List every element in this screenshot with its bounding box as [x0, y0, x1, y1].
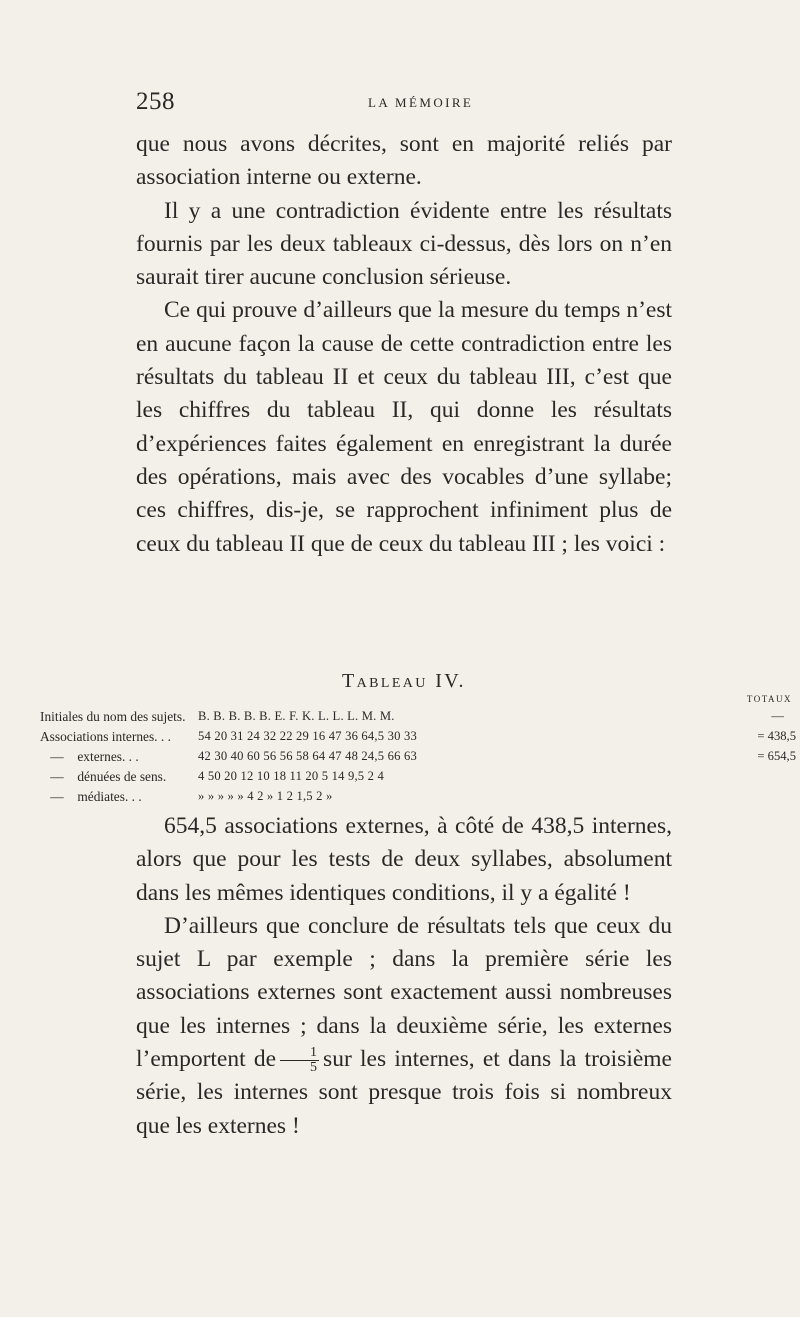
row-label: Associations internes. . .	[40, 729, 171, 744]
row-values: B. B. B. B. B. E. F. K. L. L. L. M. M.	[198, 709, 395, 723]
row-label-group	[40, 789, 142, 805]
text-after-table	[136, 810, 672, 1143]
page-number: 258	[136, 88, 175, 115]
table-row	[40, 789, 796, 809]
row-label: dénuées de sens.	[77, 769, 167, 784]
row-total: —	[771, 709, 784, 723]
paragraph: Il y a une contradiction évidente entre les résultats fournis par les deux tableaux ci-dessus, dès lors on n’en saurait tirer aucune conclusion sérieuse.	[136, 197, 672, 291]
paragraph-part: D’ailleurs que conclure de résultats tels que ceux du sujet L par exemple ; dans la première série les associations externes sont exactement aussi nombreuses que les internes ; dans la deuxième série, les externes l’emportent de	[136, 912, 672, 1073]
ditto-dash: —	[50, 749, 64, 764]
fraction	[280, 1046, 319, 1075]
row-values: » » » » » 4 2 » 1 2 1,5 2 »	[198, 789, 333, 803]
paragraph	[136, 910, 672, 1143]
row-total: = 654,5	[757, 749, 796, 763]
row-values: 42 30 40 60 56 56 58 64 47 48 24,5 66 63	[198, 749, 417, 763]
paragraph: 654,5 associations externes, à côté de 438,5 internes, alors que pour les tests de deux syllabes, absolument dans les mêmes identiques conditions, il y a égalité !	[136, 813, 672, 906]
paragraph-part: sur les internes, et dans la troisième série, les internes sont presque trois fois si nombreux que les externes !	[136, 1046, 672, 1139]
totals-header: TOTAUX	[746, 694, 792, 704]
table-row	[40, 749, 796, 769]
fraction-denominator: 5	[310, 1060, 318, 1076]
paragraph: Ce qui prouve d’ailleurs que la mesure du temps n’est en aucune façon la cause de cette contradiction entre les résultats du tableau II et ceux du tableau III, c’est que les chiffres du tableau II, qui donne les résultats d’expériences faites également en enregistrant la durée des opérations, mais avec des vocables d’une syllabe; ces chiffres, dis-je, se rapprochent infiniment plus de ceux du tableau II que de ceux du tableau III ; les voici :	[136, 297, 672, 557]
row-label: externes. . .	[77, 749, 139, 764]
table-row	[40, 729, 796, 749]
row-values: 54 20 31 24 32 22 29 16 47 36 64,5 30 33	[198, 729, 417, 743]
paragraph: que nous avons décrites, sont en majorité reliés par association interne ou externe.	[136, 131, 672, 191]
row-label: médiates. . .	[77, 789, 142, 804]
table-row	[40, 709, 796, 729]
row-label-group	[40, 769, 166, 785]
row-label: Initiales du nom des sujets.	[40, 709, 186, 724]
row-label-group	[40, 749, 139, 765]
fraction-numerator: 1	[280, 1046, 319, 1061]
table-title: Tableau IV.	[342, 670, 466, 692]
page-header	[136, 88, 676, 122]
running-head: LA MÉMOIRE	[368, 95, 474, 110]
data-table	[40, 688, 796, 802]
text-before-table	[136, 128, 672, 561]
ditto-dash: —	[50, 769, 64, 784]
ditto-dash: —	[50, 789, 64, 804]
row-total: = 438,5	[757, 729, 796, 743]
table-row	[40, 769, 796, 789]
row-values: 4 50 20 12 10 18 11 20 5 14 9,5 2 4	[198, 769, 384, 783]
